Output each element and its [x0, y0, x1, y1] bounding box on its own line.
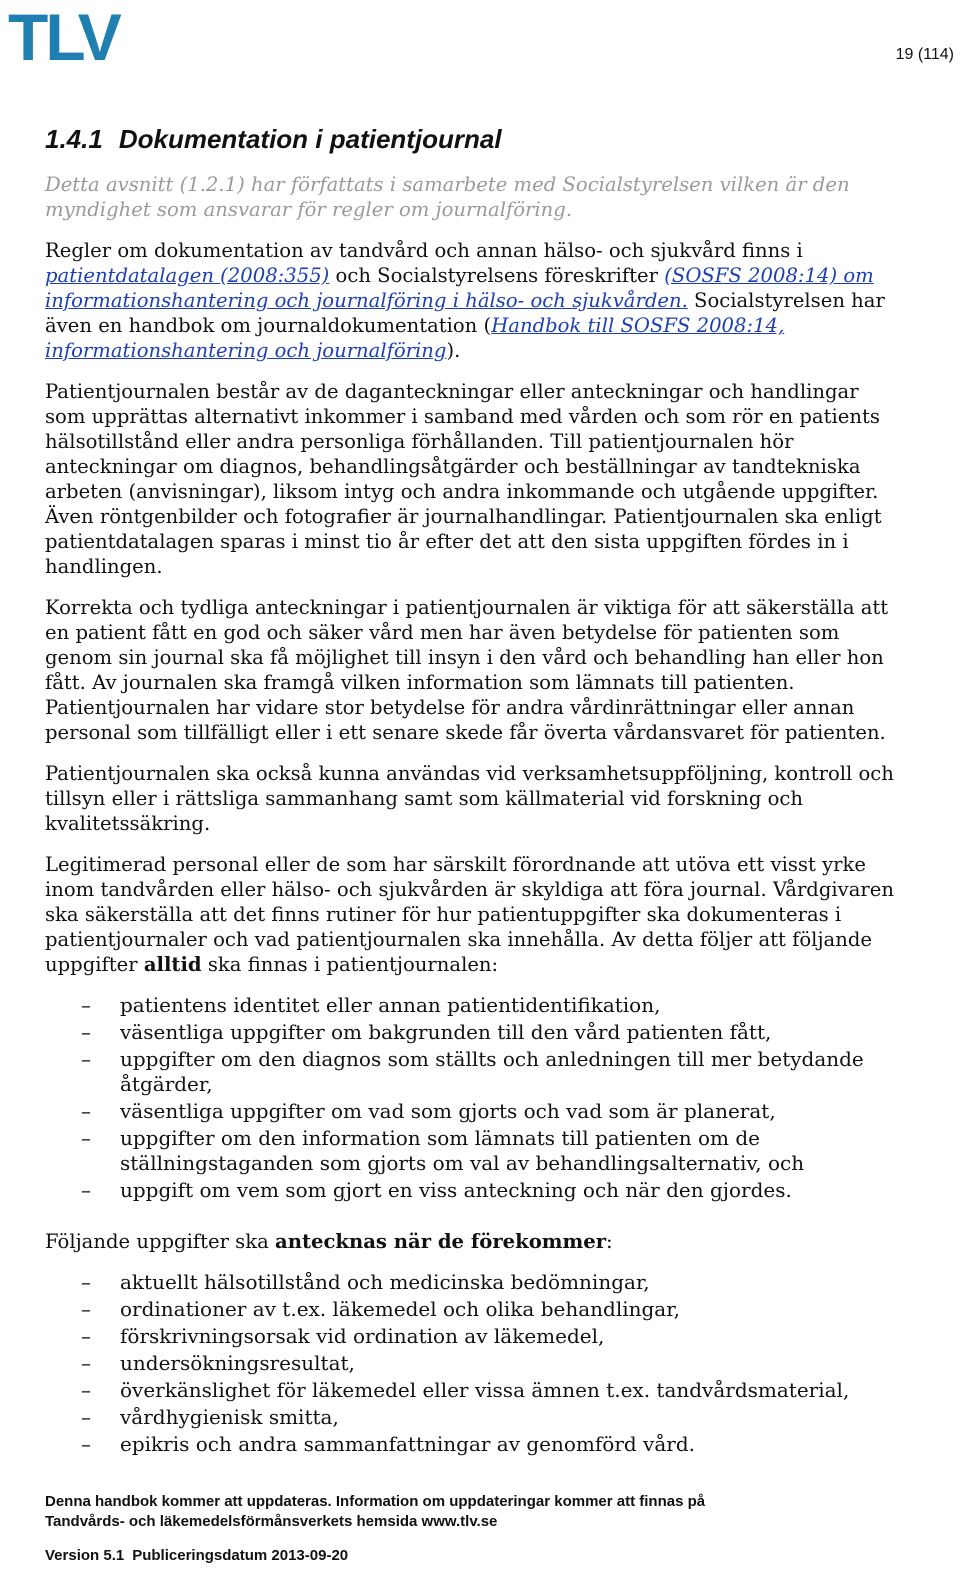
link-patientdatalagen[interactable]: patientdatalagen (2008:355)	[45, 264, 330, 287]
list-item-text: överkänslighet för läkemedel eller vissa ämnen t.ex. tandvårdsmaterial,	[120, 1378, 850, 1402]
text: och Socialstyrelsens föreskrifter	[329, 264, 665, 287]
tlv-logo: TLV	[8, 0, 119, 74]
emphasis-when-occurring: antecknas när de förekommer	[275, 1230, 607, 1253]
text: Legitimerad personal eller de som har särskilt förordnande att utöva ett visst yrke inom tandvården eller hälso- och sjukvården är skyldiga att föra journal. Vårdgivaren ska säkerställa att det finns rutiner för hur patientuppgifter ska dokumenteras i patientjournaler och vad patientjournalen ska innehålla. Av detta följer att följande uppgifter	[45, 853, 894, 976]
list-item-text: uppgift om vem som gjort en viss anteckning och när den gjordes.	[120, 1178, 792, 1202]
list-item-text: väsentliga uppgifter om vad som gjorts och vad som är planerat,	[120, 1099, 776, 1123]
list-item	[45, 1378, 905, 1403]
footer-line: Denna handbok kommer att uppdateras. Information om uppdateringar kommer att finnas på	[45, 1493, 706, 1510]
paragraph-obligations	[45, 852, 905, 977]
section-title: Dokumentation i patientjournal	[118, 124, 502, 154]
text: ska finnas i patientjournalen:	[201, 953, 499, 976]
list-item	[45, 1126, 905, 1176]
list-item-text: ordinationer av t.ex. läkemedel och olika behandlingar,	[120, 1297, 680, 1321]
text: :	[606, 1230, 613, 1253]
list-item	[45, 1020, 905, 1045]
version-info	[45, 1547, 348, 1564]
list-item-text: aktuellt hälsotillstånd och medicinska bedömningar,	[120, 1270, 650, 1294]
list-item	[45, 1270, 905, 1295]
list-item	[45, 1178, 905, 1203]
page-number: 19 (114)	[895, 46, 954, 63]
document-body	[45, 172, 905, 1473]
paragraph-correct-notes: Korrekta och tydliga anteckningar i patientjournalen är viktiga för att säkerställa att en patient fått en god och säker vård men har även betydelse för patienten som genom sin journal ska få möjlighet till insyn i den vård och behandling han eller hon fått. Av journalen ska framgå vilken information som lämnats till patienten. Patientjournalen har vidare stor betydelse för andra vårdinrättningar eller annan personal som tillfälligt eller i ett senare skede får överta vårdansvaret för patienten.	[45, 596, 889, 744]
emphasis-alltid: alltid	[143, 953, 202, 976]
list-item	[45, 1324, 905, 1349]
list-conditional-info	[45, 1270, 905, 1457]
list-item	[45, 1351, 905, 1376]
paragraph-regulations	[45, 238, 905, 363]
dash-bullet: –	[81, 1378, 91, 1402]
list-item-text: förskrivningsorsak vid ordination av läkemedel,	[120, 1324, 605, 1348]
text: ).	[446, 339, 461, 362]
list-item	[45, 993, 905, 1018]
text: Socialstyrelsen har även en handbok om journaldokumentation (	[45, 289, 885, 337]
list-item-text: uppgifter om den information som lämnats till patienten om de ställningstaganden som gjorts om val av behandlingsalternativ, och	[120, 1126, 805, 1175]
text: Följande uppgifter ska	[45, 1230, 275, 1253]
list-item-text: vårdhygienisk smitta,	[120, 1405, 339, 1429]
list-item	[45, 1297, 905, 1322]
section-number: 1.4.1	[45, 124, 103, 154]
list-required-info	[45, 993, 905, 1203]
dash-bullet: –	[81, 1099, 91, 1123]
list-item	[45, 1405, 905, 1430]
paragraph-conditional-info	[45, 1229, 905, 1254]
list-item-text: uppgifter om den diagnos som ställts och anledningen till mer betydande åtgärder,	[120, 1047, 864, 1096]
dash-bullet: –	[81, 993, 91, 1017]
footer-notice	[45, 1492, 905, 1532]
dash-bullet: –	[81, 1126, 91, 1150]
dash-bullet: –	[81, 1047, 91, 1071]
link-sosfs[interactable]: (SOSFS 2008:14) om informationshantering och journalföring i hälso- och sjukvården.	[45, 264, 874, 312]
paragraph-journal-usage: Patientjournalen ska också kunna användas vid verksamhetsuppföljning, kontroll och tillsyn eller i rättsliga sammanhang samt som källmaterial vid forskning och kvalitetssäkring.	[45, 762, 894, 835]
list-item-text: väsentliga uppgifter om bakgrunden till den vård patienten fått,	[120, 1020, 772, 1044]
intro-note: Detta avsnitt (1.2.1) har författats i samarbete med Socialstyrelsen vilken är den myndighet som ansvarar för regler om journalföring.	[45, 173, 850, 221]
list-item	[45, 1047, 905, 1097]
list-item-text: epikris och andra sammanfattningar av genomförd vård.	[120, 1432, 695, 1456]
list-item	[45, 1099, 905, 1124]
version-label: Version 5.1	[45, 1547, 125, 1564]
text: Regler om dokumentation av tandvård och annan hälso- och sjukvård finns i	[45, 239, 803, 262]
publish-date: Publiceringsdatum 2013-09-20	[132, 1547, 349, 1564]
section-heading	[45, 124, 502, 155]
dash-bullet: –	[81, 1324, 91, 1348]
list-item-text: patientens identitet eller annan patientidentifikation,	[120, 993, 661, 1017]
dash-bullet: –	[81, 1270, 91, 1294]
list-item-text: undersökningsresultat,	[120, 1351, 355, 1375]
footer-line: Tandvårds- och läkemedelsförmånsverkets hemsida www.tlv.se	[45, 1513, 498, 1530]
dash-bullet: –	[81, 1297, 91, 1321]
dash-bullet: –	[81, 1432, 91, 1456]
dash-bullet: –	[81, 1178, 91, 1202]
dash-bullet: –	[81, 1405, 91, 1429]
dash-bullet: –	[81, 1020, 91, 1044]
paragraph-journal-contents: Patientjournalen består av de daganteckningar eller anteckningar och handlingar som upprättas alternativt inkommer i samband med vården och som rör en patients hälsotillstånd eller andra personliga förhållanden. Till patientjournalen hör anteckningar om diagnos, behandlingsåtgärder och beställningar av tandtekniska arbeten (anvisningar), liksom intyg och andra inkommande och utgående uppgifter. Även röntgenbilder och fotografier är journalhandlingar. Patientjournalen ska enligt patientdatalagen sparas i minst tio år efter det att den sista uppgiften fördes in i handlingen.	[45, 380, 882, 578]
link-handbook[interactable]: Handbok till SOSFS 2008:14, informationshantering och journalföring	[45, 314, 785, 362]
list-item	[45, 1432, 905, 1457]
dash-bullet: –	[81, 1351, 91, 1375]
